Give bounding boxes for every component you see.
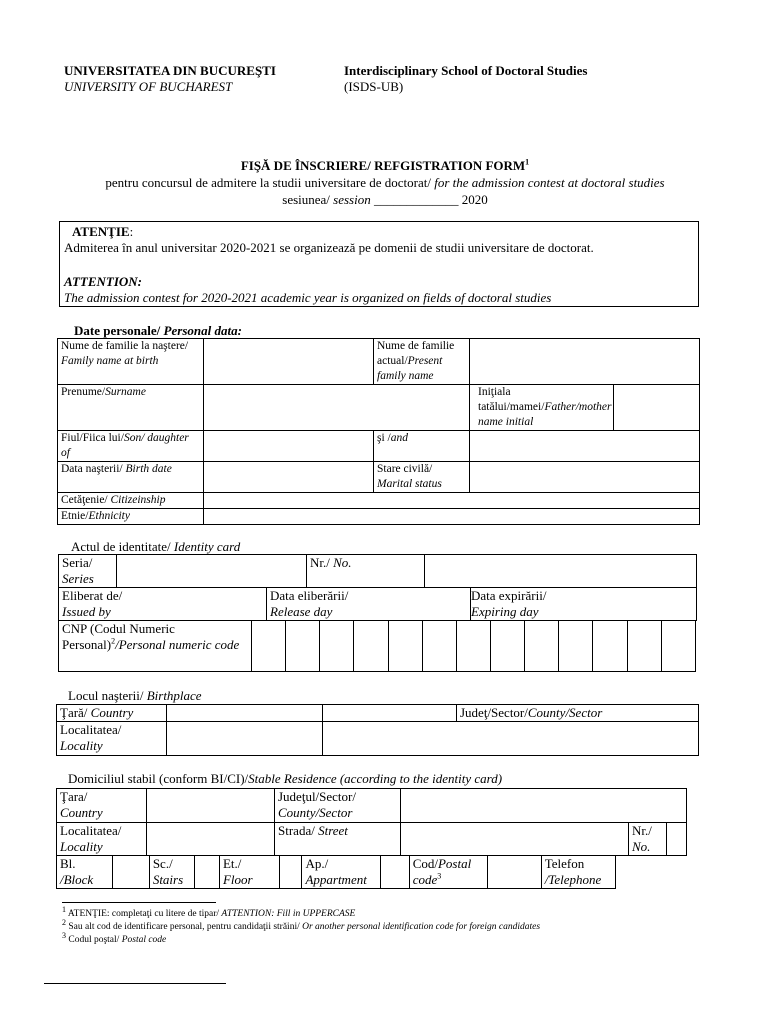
floor-field[interactable] (279, 856, 302, 889)
cnp-digit[interactable] (593, 621, 627, 672)
attention-title-en: ATTENTION: (64, 274, 142, 289)
cnp-digit[interactable] (559, 621, 593, 672)
header-right (344, 63, 587, 95)
attention-text-en: The admission contest for 2020-2021 academic year is organized on fields of doctoral studies (64, 290, 552, 305)
header-left (64, 63, 276, 95)
cnp-digit[interactable] (286, 621, 320, 672)
personal-data-title: Date personale/ Personal data: (74, 323, 242, 338)
cnp-digit[interactable] (320, 621, 354, 672)
residence-county-label: Judeţul/Sector/ County/Sector (275, 789, 401, 823)
stairs-label: Sc./ Stairs (149, 856, 194, 889)
apartment-label: Ap./ Appartment (302, 856, 380, 889)
cnp-digit[interactable] (491, 621, 525, 672)
birth-country-label: Ţară/ Country (57, 705, 167, 722)
residence-country-field[interactable] (147, 789, 275, 823)
residence-locality-label: Localitatea/ Locality (57, 823, 147, 856)
cnp-digit[interactable] (627, 621, 661, 672)
residence-street-field[interactable] (401, 823, 629, 856)
footnote-3: $^3$ Codul poştal/ Postal code (62, 930, 167, 945)
birth-country-field[interactable] (167, 705, 323, 722)
cnp-table (58, 620, 696, 672)
cnp-label: CNP (Codul Numeric Personal)$^2$/Personal numeric code (59, 621, 252, 672)
residence-street-label: Strada/ Street (275, 823, 401, 856)
cnp-digit[interactable] (525, 621, 559, 672)
session-line: sesiunea/ session _____________ 2020 (282, 192, 488, 207)
residence-table-bottom (56, 855, 616, 889)
surname-label: Prenume/Surname (58, 385, 204, 431)
residence-locality-field[interactable] (147, 823, 275, 856)
parent-initial-label: Iniţiala tatălui/mamei/Father/mother name initial (470, 385, 614, 431)
bottom-separator (44, 983, 226, 984)
and-field[interactable] (470, 431, 700, 462)
cnp-digit[interactable] (251, 621, 285, 672)
identity-card-title: Actul de identitate/ Identity card (71, 539, 241, 554)
form-title-block (40, 157, 730, 208)
cnp-digit[interactable] (422, 621, 456, 672)
birth-locality-extra-field[interactable] (323, 722, 699, 756)
footnote-1: $^1$ ATENŢIE: completaţi cu litere de tipar/ ATTENTION: Fill in UPPERCASE (62, 904, 356, 919)
stairs-field[interactable] (195, 856, 220, 889)
attention-box: ATENŢIE: Admiterea în anul universitar 2020-2021 se organizează pe domenii de studii universitare de doctorat. ATTENTION: The admission contest for 2020-2021 academic year is organized on fields of doctoral studies (59, 221, 699, 307)
cnp-digit[interactable] (388, 621, 422, 672)
residence-county-field[interactable] (401, 789, 687, 823)
family-name-birth-field[interactable] (204, 339, 374, 385)
attention-text-ro: Admiterea în anul universitar 2020-2021 se organizează pe domenii de studii universitare de doctorat. (64, 240, 594, 255)
residence-table-top (56, 788, 687, 856)
surname-field[interactable] (204, 385, 470, 431)
postal-code-field[interactable] (488, 856, 542, 889)
identity-series-table (58, 554, 697, 588)
residence-nr-label: Nr./ No. (629, 823, 667, 856)
parent-initial-field[interactable] (614, 385, 700, 431)
cnp-digit[interactable] (661, 621, 695, 672)
footnote-separator (62, 902, 216, 903)
family-name-birth-label: Nume de familie la naştere/ Family name at birth (58, 339, 204, 385)
citizenship-label: Cetăţenie/ Citizeinship (58, 493, 204, 509)
citizenship-field[interactable] (204, 493, 700, 509)
telephone-label: Telefon /Telephone (541, 856, 615, 889)
ethnicity-field[interactable] (204, 509, 700, 525)
footnotes (62, 904, 752, 947)
birthplace-title: Locul naşterii/ Birthplace (68, 688, 202, 703)
residence-country-label: Ţara/ Country (57, 789, 147, 823)
expiring-day-cell[interactable]: Data expirării/ Expiring day (471, 588, 697, 621)
form-title: FIŞĂ DE ÎNSCRIERE/ REFGISTRATION FORM$^1$ (240, 157, 530, 173)
id-number-field[interactable] (425, 555, 697, 588)
birth-date-label: Data naşterii/ Birth date (58, 462, 204, 493)
family-name-present-field[interactable] (470, 339, 700, 385)
residence-nr-field[interactable] (667, 823, 687, 856)
floor-label: Et./ Floor (219, 856, 279, 889)
series-field[interactable] (117, 555, 307, 588)
marital-status-label: Stare civilă/ Marital status (374, 462, 470, 493)
family-name-present-label: Nume de familie actual/Present family name (374, 339, 470, 385)
id-number-label: Nr./ No. (307, 555, 425, 588)
son-of-label: Fiul/Fiica lui/Son/ daughter of (58, 431, 204, 462)
form-subtitle: pentru concursul de admitere la studii universitare de doctorat/ for the admission contest at doctoral studies (105, 175, 665, 190)
son-of-field[interactable] (204, 431, 374, 462)
identity-issue-table (58, 587, 697, 621)
birthplace-table (56, 704, 699, 756)
university-name-en: UNIVERSITY OF BUCHAREST (64, 79, 233, 94)
school-abbreviation: (ISDS-UB) (344, 79, 404, 94)
block-label: Bl. /Block (57, 856, 113, 889)
birth-locality-field[interactable] (167, 722, 323, 756)
release-day-cell[interactable]: Data eliberării/ Release day (267, 588, 471, 621)
attention-title-ro: ATENŢIE (72, 224, 130, 239)
block-field[interactable] (112, 856, 149, 889)
postal-code-label: Cod/Postal code$^3$ (409, 856, 487, 889)
apartment-field[interactable] (380, 856, 409, 889)
issued-by-cell[interactable]: Eliberat de/ Issued by (59, 588, 267, 621)
personal-data-table (57, 338, 700, 525)
cnp-digit[interactable] (456, 621, 490, 672)
ethnicity-label: Etnie/Ethnicity (58, 509, 204, 525)
birth-date-field[interactable] (204, 462, 374, 493)
marital-status-field[interactable] (470, 462, 700, 493)
residence-title: Domiciliul stabil (conform BI/CI)/Stable Residence (according to the identity card) (68, 771, 503, 786)
birth-county-label[interactable]: Judeţ/Sector/County/Sector (457, 705, 699, 722)
university-name-ro: UNIVERSITATEA DIN BUCUREŞTI (64, 63, 276, 78)
series-label: Seria/ Series (59, 555, 117, 588)
and-label: şi /and (374, 431, 470, 462)
school-name: Interdisciplinary School of Doctoral Studies (344, 63, 588, 78)
birth-locality-label: Localitatea/ Locality (57, 722, 167, 756)
birth-county-field[interactable] (323, 705, 457, 722)
cnp-digit[interactable] (354, 621, 388, 672)
footnote-2: $^2$ Sau alt cod de identificare personal, pentru candidaţii străini/ Or another personal identification code for foreign candidates (62, 917, 541, 932)
